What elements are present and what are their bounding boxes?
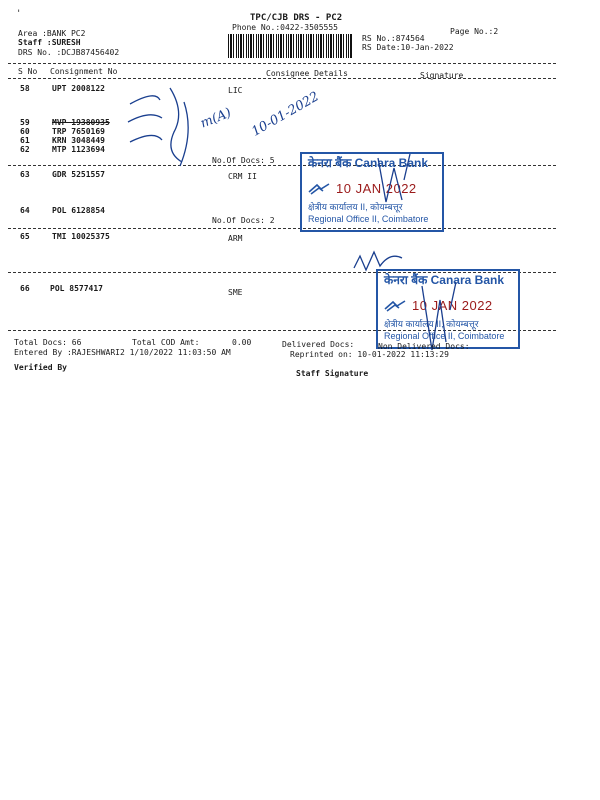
- handwritten-date: 10-01-2022: [249, 89, 322, 140]
- stamp-office-english: Regional Office II, Coimbatore: [308, 214, 429, 224]
- canara-bank-logo-icon: [383, 299, 407, 313]
- row-sno: 65: [20, 232, 30, 241]
- stamp-office-hindi: क्षेत्रीय कार्यालय II, कोयम्बत्तूर: [384, 319, 479, 329]
- page-number: Page No.:2: [450, 27, 499, 36]
- divider: [8, 228, 556, 229]
- row-sno: 64: [20, 206, 30, 215]
- handwritten-initials: m(A): [198, 105, 234, 132]
- page-corner-mark: ': [16, 9, 22, 19]
- row-sno: 58: [20, 84, 30, 93]
- signature-stroke: [360, 150, 430, 210]
- rs-number: RS No.:874564: [362, 34, 425, 43]
- row-sno: 59: [20, 118, 30, 127]
- row-details: LIC: [228, 86, 243, 95]
- divider: [8, 63, 556, 64]
- docs-count-note: No.Of Docs: 2: [212, 216, 275, 225]
- total-cod-value: 0.00: [232, 338, 252, 347]
- row-consignment: KRN 3048449: [52, 136, 105, 145]
- canara-bank-logo-icon: [307, 182, 331, 196]
- verified-by: Verified By: [14, 363, 67, 372]
- phone-number: Phone No.:0422-3505555: [232, 23, 338, 32]
- row-sno: 66: [20, 284, 30, 293]
- stamp-date: 10 JAN 2022: [412, 298, 493, 313]
- entered-by: Entered By :RAJESHWARI2 1/10/2022 11:03:50 AM: [14, 348, 231, 357]
- row-consignment: UPT 2008122: [52, 84, 105, 93]
- column-header-consignee: Consignee Details: [266, 69, 348, 78]
- rs-date: RS Date:10-Jan-2022: [362, 43, 454, 52]
- signature-stroke: [350, 246, 430, 276]
- stamp-bank-name: केनरा बैंक Canara Bank: [308, 156, 428, 170]
- column-header-sno: S No: [18, 67, 38, 76]
- row-consignment: TMI 10025375: [52, 232, 110, 241]
- total-cod-label: Total COD Amt:: [132, 338, 200, 347]
- row-sno: 63: [20, 170, 30, 179]
- row-sno: 61: [20, 136, 30, 145]
- stamp-office-hindi: क्षेत्रीय कार्यालय II, कोयम्बत्तूर: [308, 202, 403, 212]
- row-sno: 62: [20, 145, 30, 154]
- area-field: Area :BANK PC2: [18, 29, 86, 38]
- drs-number: DRS No. :DCJB87456402: [18, 48, 120, 57]
- row-consignment: GDR 5251557: [52, 170, 105, 179]
- delivered-docs: Delivered Docs:: [282, 340, 355, 349]
- document-title: TPC/CJB DRS - PC2: [250, 13, 343, 23]
- stamp-bank-name: केनरा बैंक Canara Bank: [384, 273, 504, 287]
- column-header-consignment: Consignment No: [50, 67, 118, 76]
- row-consignment: TRP 7650169: [52, 127, 105, 136]
- row-consignment: POL 6128854: [52, 206, 105, 215]
- stamp-office-english: Regional Office II, Coimbatore: [384, 331, 505, 341]
- divider: [8, 78, 556, 79]
- total-docs: Total Docs: 66: [14, 338, 82, 347]
- row-details: CRM II: [228, 172, 257, 181]
- docs-count-note: No.Of Docs: 5: [212, 156, 275, 165]
- stamp-date: 10 JAN 2022: [336, 181, 417, 196]
- divider: [8, 165, 556, 166]
- row-details: ARM: [228, 234, 243, 243]
- non-delivered-docs: Non Delivered Docs:: [378, 342, 470, 351]
- row-sno: 60: [20, 127, 30, 136]
- row-consignment: MVP 19380935: [52, 118, 110, 127]
- reprinted-on: Reprinted on: 10-01-2022 11:13:29: [290, 350, 449, 359]
- row-details: SME: [228, 288, 243, 297]
- staff-signature-label: Staff Signature: [296, 369, 369, 378]
- row-consignment: MTP 1123694: [52, 145, 105, 154]
- column-header-signature: Signature: [420, 71, 464, 80]
- row-consignment: POL 8577417: [50, 284, 103, 293]
- barcode: [228, 34, 352, 58]
- staff-field: Staff :SURESH: [18, 38, 81, 47]
